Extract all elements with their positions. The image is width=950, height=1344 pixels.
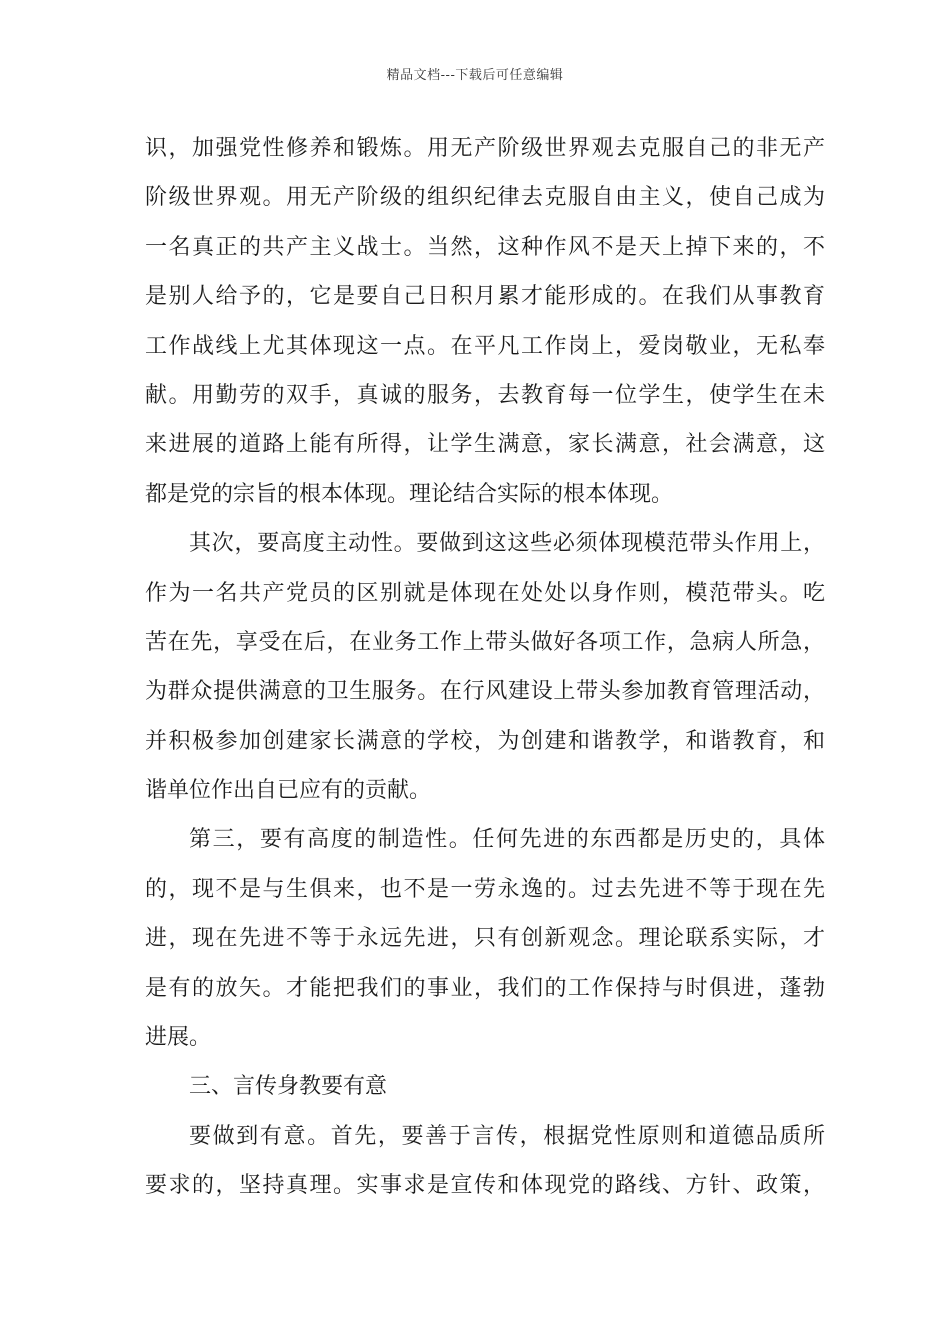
text-line: 阶级世界观。用无产阶级的组织纪律去克服自由主义，使自己成为 bbox=[145, 185, 825, 211]
text-line: 的，现不是与生俱来，也不是一劳永逸的。过去先进不等于现在先 bbox=[145, 876, 825, 902]
paragraph-first-line: 其次，要高度主动性。要做到这这些必须体现模范带头作用上， bbox=[189, 531, 825, 557]
text-line: 识，加强党性修养和锻炼。用无产阶级世界观去克服自己的非无产 bbox=[145, 136, 825, 161]
text-line: 是别人给予的，它是要自己日积月累才能形成的。在我们从事教育 bbox=[145, 284, 825, 310]
text-line: 是有的放矢。才能把我们的事业，我们的工作保持与时俱进，蓬勃 bbox=[145, 975, 825, 1001]
document-body bbox=[145, 124, 825, 1211]
text-line: 谐单位作出自已应有的贡献。 bbox=[145, 778, 432, 804]
text-line: 都是党的宗旨的根本体现。理论结合实际的根本体现。 bbox=[145, 481, 674, 507]
page-header: 精品文档---下载后可任意编辑 bbox=[386, 68, 564, 83]
text-line: 为群众提供满意的卫生服务。在行风建设上带头参加教育管理活动， bbox=[145, 679, 825, 705]
text-line: 献。用勤劳的双手，真诚的服务，去教育每一位学生，使学生在未 bbox=[145, 382, 825, 408]
paragraph-first-line: 第三，要有高度的制造性。任何先进的东西都是历史的，具体 bbox=[189, 827, 825, 853]
text-line: 一名真正的共产主义战士。当然，这种作风不是天上掉下来的，不 bbox=[145, 234, 825, 260]
section-heading: 三、言传身教要有意 bbox=[189, 1074, 388, 1100]
text-line: 作为一名共产党员的区别就是体现在处处以身作则，模范带头。吃 bbox=[145, 580, 825, 606]
text-line: 来进展的道路上能有所得，让学生满意，家长满意，社会满意，这 bbox=[145, 432, 825, 458]
text-line: 进展。 bbox=[145, 1025, 212, 1051]
text-line: 苦在先，享受在后，在业务工作上带头做好各项工作，急病人所急， bbox=[145, 629, 825, 655]
text-line: 并积极参加创建家长满意的学校，为创建和谐教学，和谐教育，和 bbox=[145, 728, 825, 754]
paragraph-first-line: 要做到有意。首先，要善于言传，根据党性原则和道德品质所 bbox=[189, 1123, 825, 1149]
text-line: 工作战线上尤其体现这一点。在平凡工作岗上，爱岗敬业，无私奉 bbox=[145, 333, 825, 359]
text-line: 要求的，坚持真理。实事求是宣传和体现党的路线、方针、政策， bbox=[145, 1173, 825, 1199]
text-line: 进，现在先进不等于永远先进，只有创新观念。理论联系实际，才 bbox=[145, 926, 825, 952]
